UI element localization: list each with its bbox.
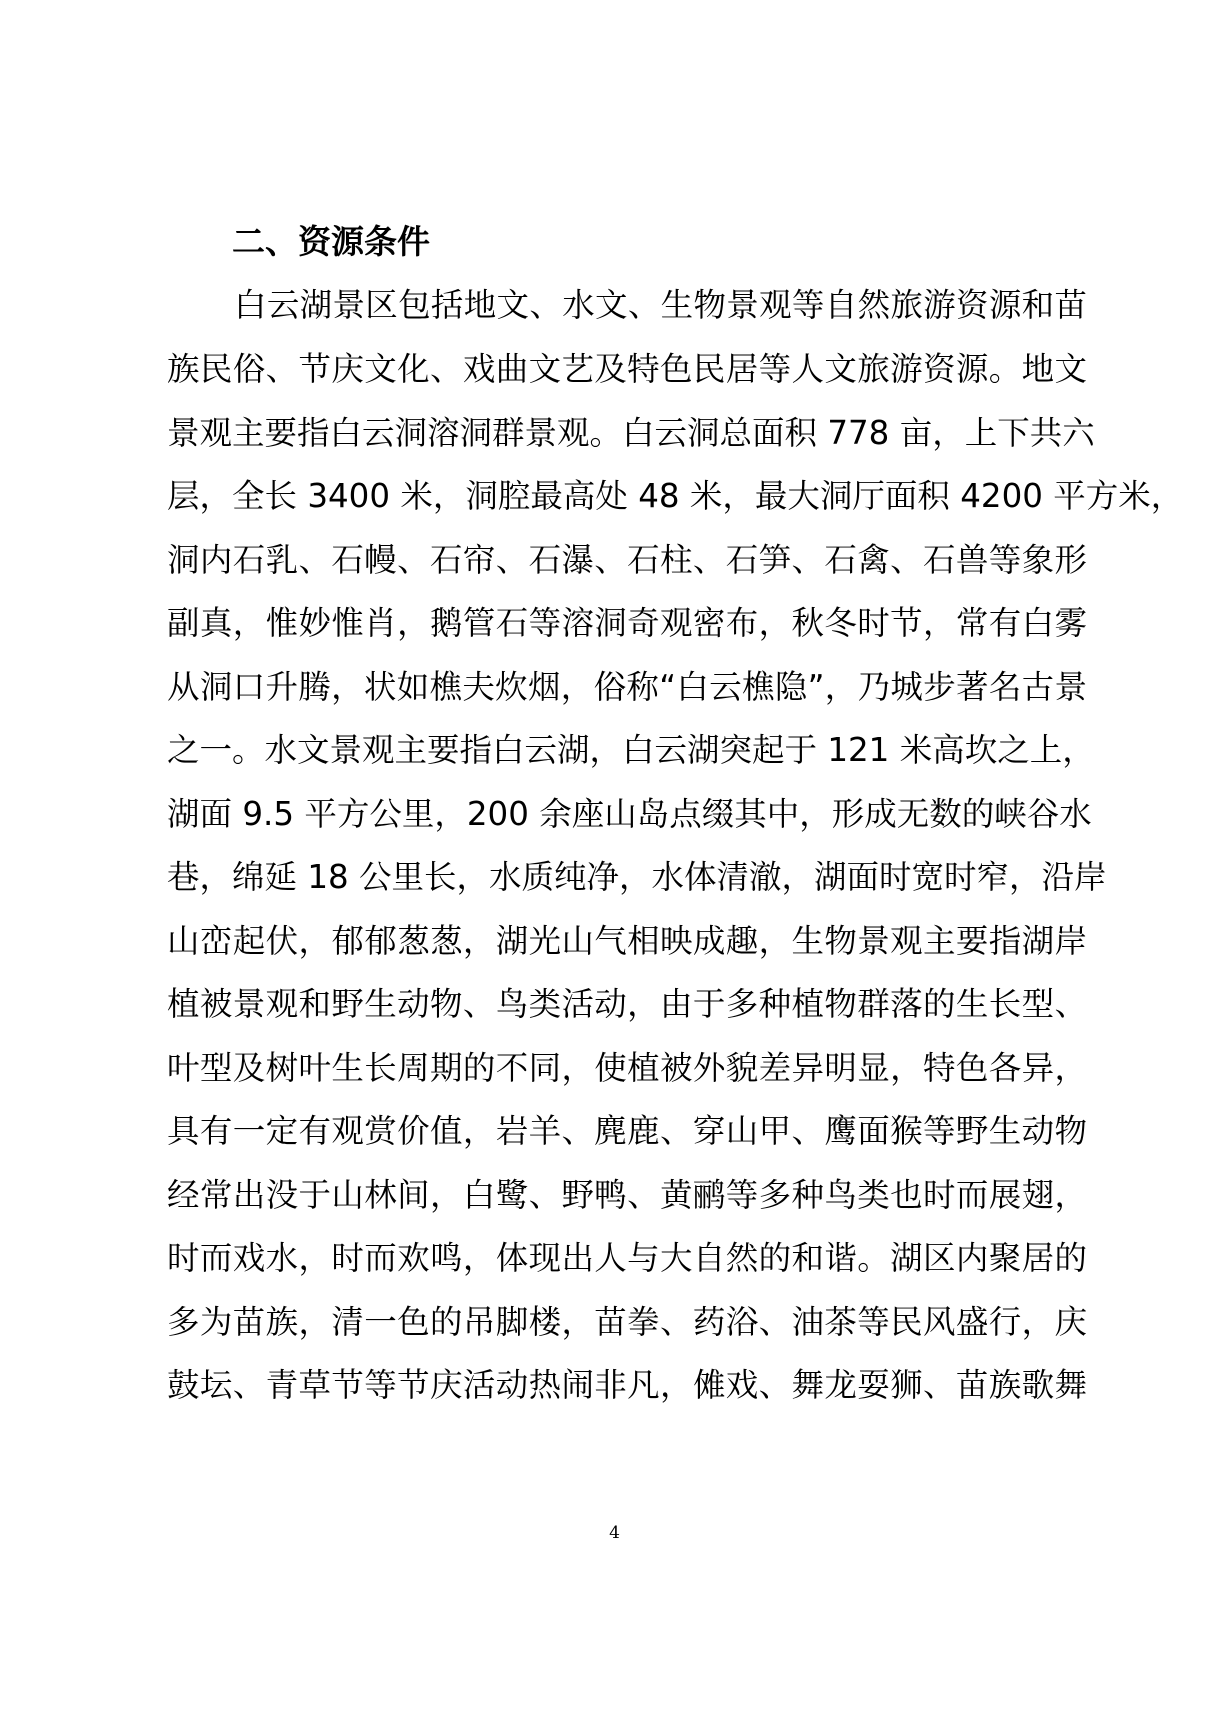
paragraph-line: 从洞口升腾，状如樵夫炊烟，俗称“白云樵隐”，乃城步著名古景	[167, 668, 1087, 706]
paragraph-line: 景观主要指白云洞溶洞群景观。白云洞总面积 778 亩，上下共六	[167, 414, 1095, 452]
paragraph-line: 族民俗、节庆文化、戏曲文艺及特色民居等人文旅游资源。地文	[167, 350, 1087, 388]
paragraph-line: 巷，绵延 18 公里长，水质纯净，水体清澈，湖面时宽时窄，沿岸	[167, 858, 1107, 896]
paragraph-line: 植被景观和野生动物、鸟类活动，由于多种植物群落的生长型、	[167, 985, 1087, 1023]
paragraph-line: 山峦起伏，郁郁葱葱，湖光山气相映成趣，生物景观主要指湖岸	[167, 922, 1087, 960]
paragraph-line: 层，全长 3400 米，洞腔最高处 48 米，最大洞厅面积 4200 平方米，	[167, 477, 1184, 515]
paragraph-line: 湖面 9.5 平方公里，200 余座山岛点缀其中，形成无数的峡谷水	[167, 795, 1092, 833]
section-heading: 二、资源条件	[232, 222, 430, 261]
paragraph-line: 副真，惟妙惟肖，鹅管石等溶洞奇观密布，秋冬时节，常有白雾	[167, 604, 1087, 642]
paragraph-line: 时而戏水，时而欢鸣，体现出人与大自然的和谐。湖区内聚居的	[167, 1239, 1087, 1277]
paragraph-line: 叶型及树叶生长周期的不同，使植被外貌差异明显，特色各异，	[167, 1049, 1087, 1087]
paragraph-line: 白云湖景区包括地文、水文、生物景观等自然旅游资源和苗	[234, 286, 1087, 324]
paragraph-line: 具有一定有观赏价值，岩羊、麂鹿、穿山甲、鹰面猴等野生动物	[167, 1112, 1087, 1150]
paragraph-line: 经常出没于山林间，白鹭、野鸭、黄鹂等多种鸟类也时而展翅，	[167, 1176, 1087, 1214]
paragraph-line: 洞内石乳、石幔、石帘、石瀑、石柱、石笋、石禽、石兽等象形	[167, 541, 1087, 579]
page-number: 4	[609, 1523, 620, 1543]
paragraph-line: 之一。水文景观主要指白云湖，白云湖突起于 121 米高坎之上，	[167, 731, 1095, 769]
paragraph-line: 鼓坛、青草节等节庆活动热闹非凡，傩戏、舞龙耍狮、苗族歌舞	[167, 1366, 1087, 1404]
paragraph-line: 多为苗族，清一色的吊脚楼，苗拳、药浴、油茶等民风盛行，庆	[167, 1303, 1087, 1341]
